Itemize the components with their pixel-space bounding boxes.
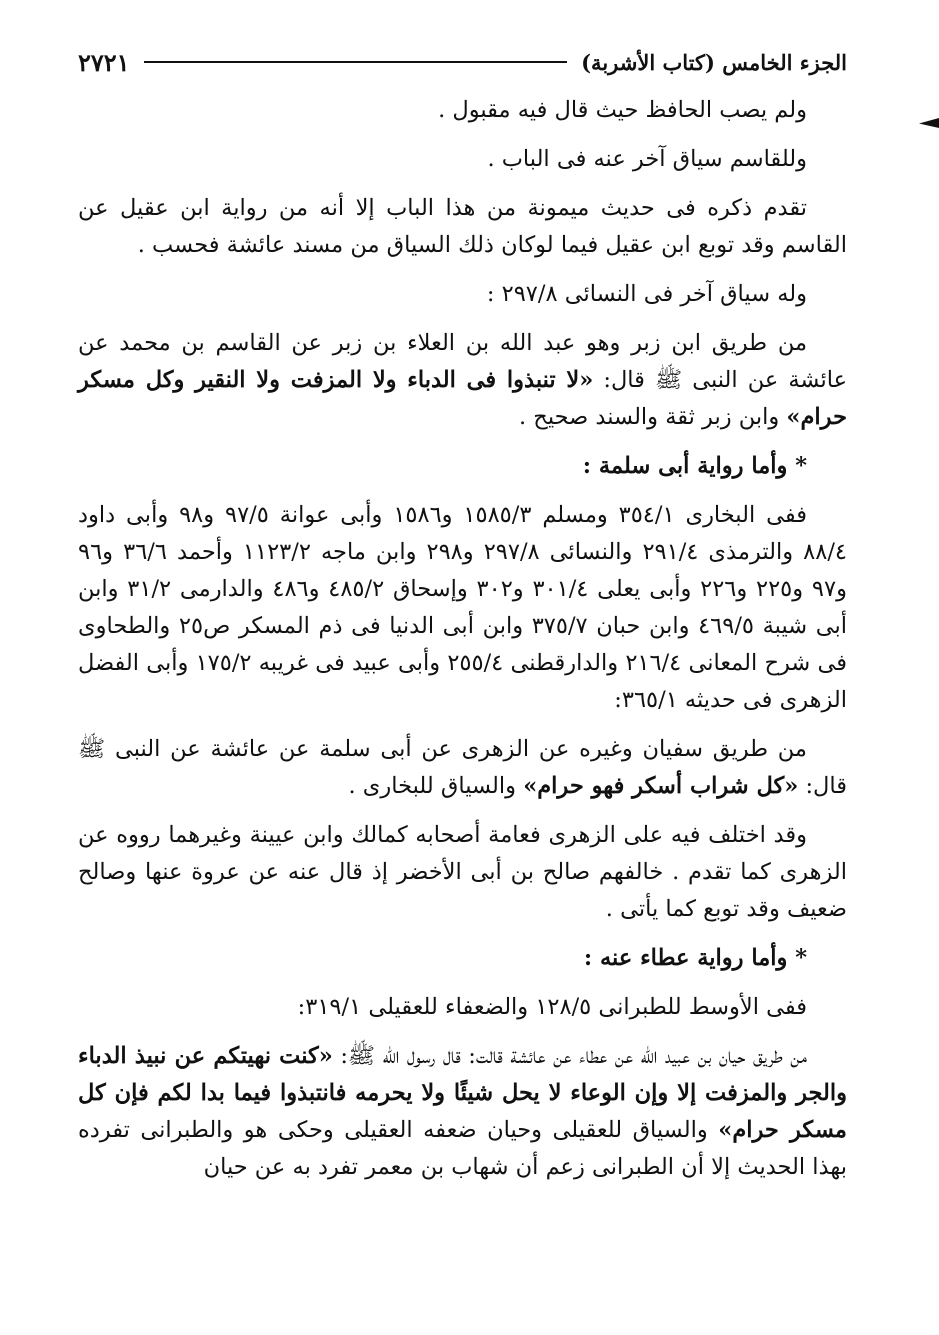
paragraph-2: وللقاسم سياق آخر عنه فى الباب . [487,146,807,172]
page-number: ٢٧٢١ [78,47,130,77]
paragraph-8: وقد اختلف فيه على الزهرى فعامة أصحابه كمالك وابن عيينة وغيرهما رووه عن الزهرى كما تقدم . خالفهم صالح بن أبى الأخضر إذ قال عنه عن عروة عنها وصالح ضعيف وقد توبع كما يأتى . [78,822,847,922]
hadith-quote-3: «كنت نهيتكم عن نبيذ الدباء والجر والمزفت إلا وإن الوعاء لا يحل شيئًا ولا يحرمه فانتبذوا فيما بدا لكم فإن كل مسكر حرام» [78,1043,847,1143]
paragraph-1: ولم يصب الحافظ حيث قال فيه مقبول . [438,97,807,123]
paragraph-9: ففى الأوسط للطبرانى ١٢٨/٥ والضعفاء للعقيلى ٣١٩/١: [297,994,807,1020]
paragraph-6: ففى البخارى ٣٥٤/١ ومسلم ١٥٨٥/٣ و١٥٨٦ وأبى عوانة ٩٧/٥ و٩٨ وأبى داود ٨٨/٤ والترمذى ٢٩١/٤ والنسائى ٢٩٧/٨ و٢٩٨ وابن ماجه ١١٢٣/٢ وأحمد ٣٦/٦ و٩٦ و٩٧ و٢٢٥ و٢٢٦ وأبى يعلى ٣٠١/٤ و٣٠٢ وإسحاق ٤٨٥/٢ و٤٨٦ والدارمى ٣١/٢ وابن أبى شيبة ٤٦٩/٥ وابن حبان ٣٧٥/٧ وابن أبى الدنيا فى ذم المسكر ص٢٥ والطحاوى فى شرح المعانى ٢١٦/٤ والدارقطنى ٢٥٥/٤ وأبى عبيد فى غريبه ١٧٥/٢ وأبى الفضل الزهرى فى حديثه ٣٦٥/١: [78,502,847,713]
paragraph-7 [78,731,847,805]
hadith-quote-1: «لا تنبذوا فى الدباء ولا المزفت ولا النقير وكل مسكر حرام» [78,367,847,430]
paragraph-7-tail: والسياق للبخارى . [348,773,524,799]
paragraph-10 [78,1038,847,1186]
section-heading-ata: * وأما رواية عطاء عنه : [583,945,807,971]
page-header [78,44,847,80]
paragraph-3: تقدم ذكره فى حديث ميمونة من هذا الباب إلا أنه من رواية ابن عقيل عن القاسم وقد توبع ابن عقيل فيما لوكان ذلك السياق من مسند عائشة فحسب . [78,195,847,258]
paragraph-5 [78,325,847,436]
paragraph-5-tail: وابن زبر ثقة والسند صحيح . [519,404,787,430]
paragraph-10-tail: والسياق للعقيلى وحيان ضعفه العقيلى وحكى هو والطبرانى تفرده بهذا الحديث إلا أن الطبرانى زعم أن شهاب بن معمر تفرد به عن حيان [78,1117,847,1180]
header-rule [144,61,568,63]
section-heading-abu-salama: * وأما رواية أبى سلمة : [582,453,807,479]
page-body [78,92,847,1186]
running-title: الجزء الخامس (كتاب الأشربة) [581,49,847,75]
paragraph-7-lead: من طريق سفيان وغيره عن الزهرى عن أبى سلمة عن عائشة عن النبى ﷺ قال: [78,736,847,799]
hadith-quote-2: «كل شراب أسكر فهو حرام» [523,773,799,799]
paragraph-4: وله سياق آخر فى النسائى ٢٩٧/٨ : [486,281,807,307]
margin-mark [919,118,939,128]
paragraph-5-lead: من طريق ابن زبر وهو عبد الله بن العلاء بن زبر عن القاسم بن محمد عن عائشة عن النبى ﷺ قال: [78,330,848,393]
paragraph-10-lead: من طريق حيان بن عبيد الله عن عطاء عن عائشة قالت: قال رسول الله ﷺ: [332,1043,808,1069]
